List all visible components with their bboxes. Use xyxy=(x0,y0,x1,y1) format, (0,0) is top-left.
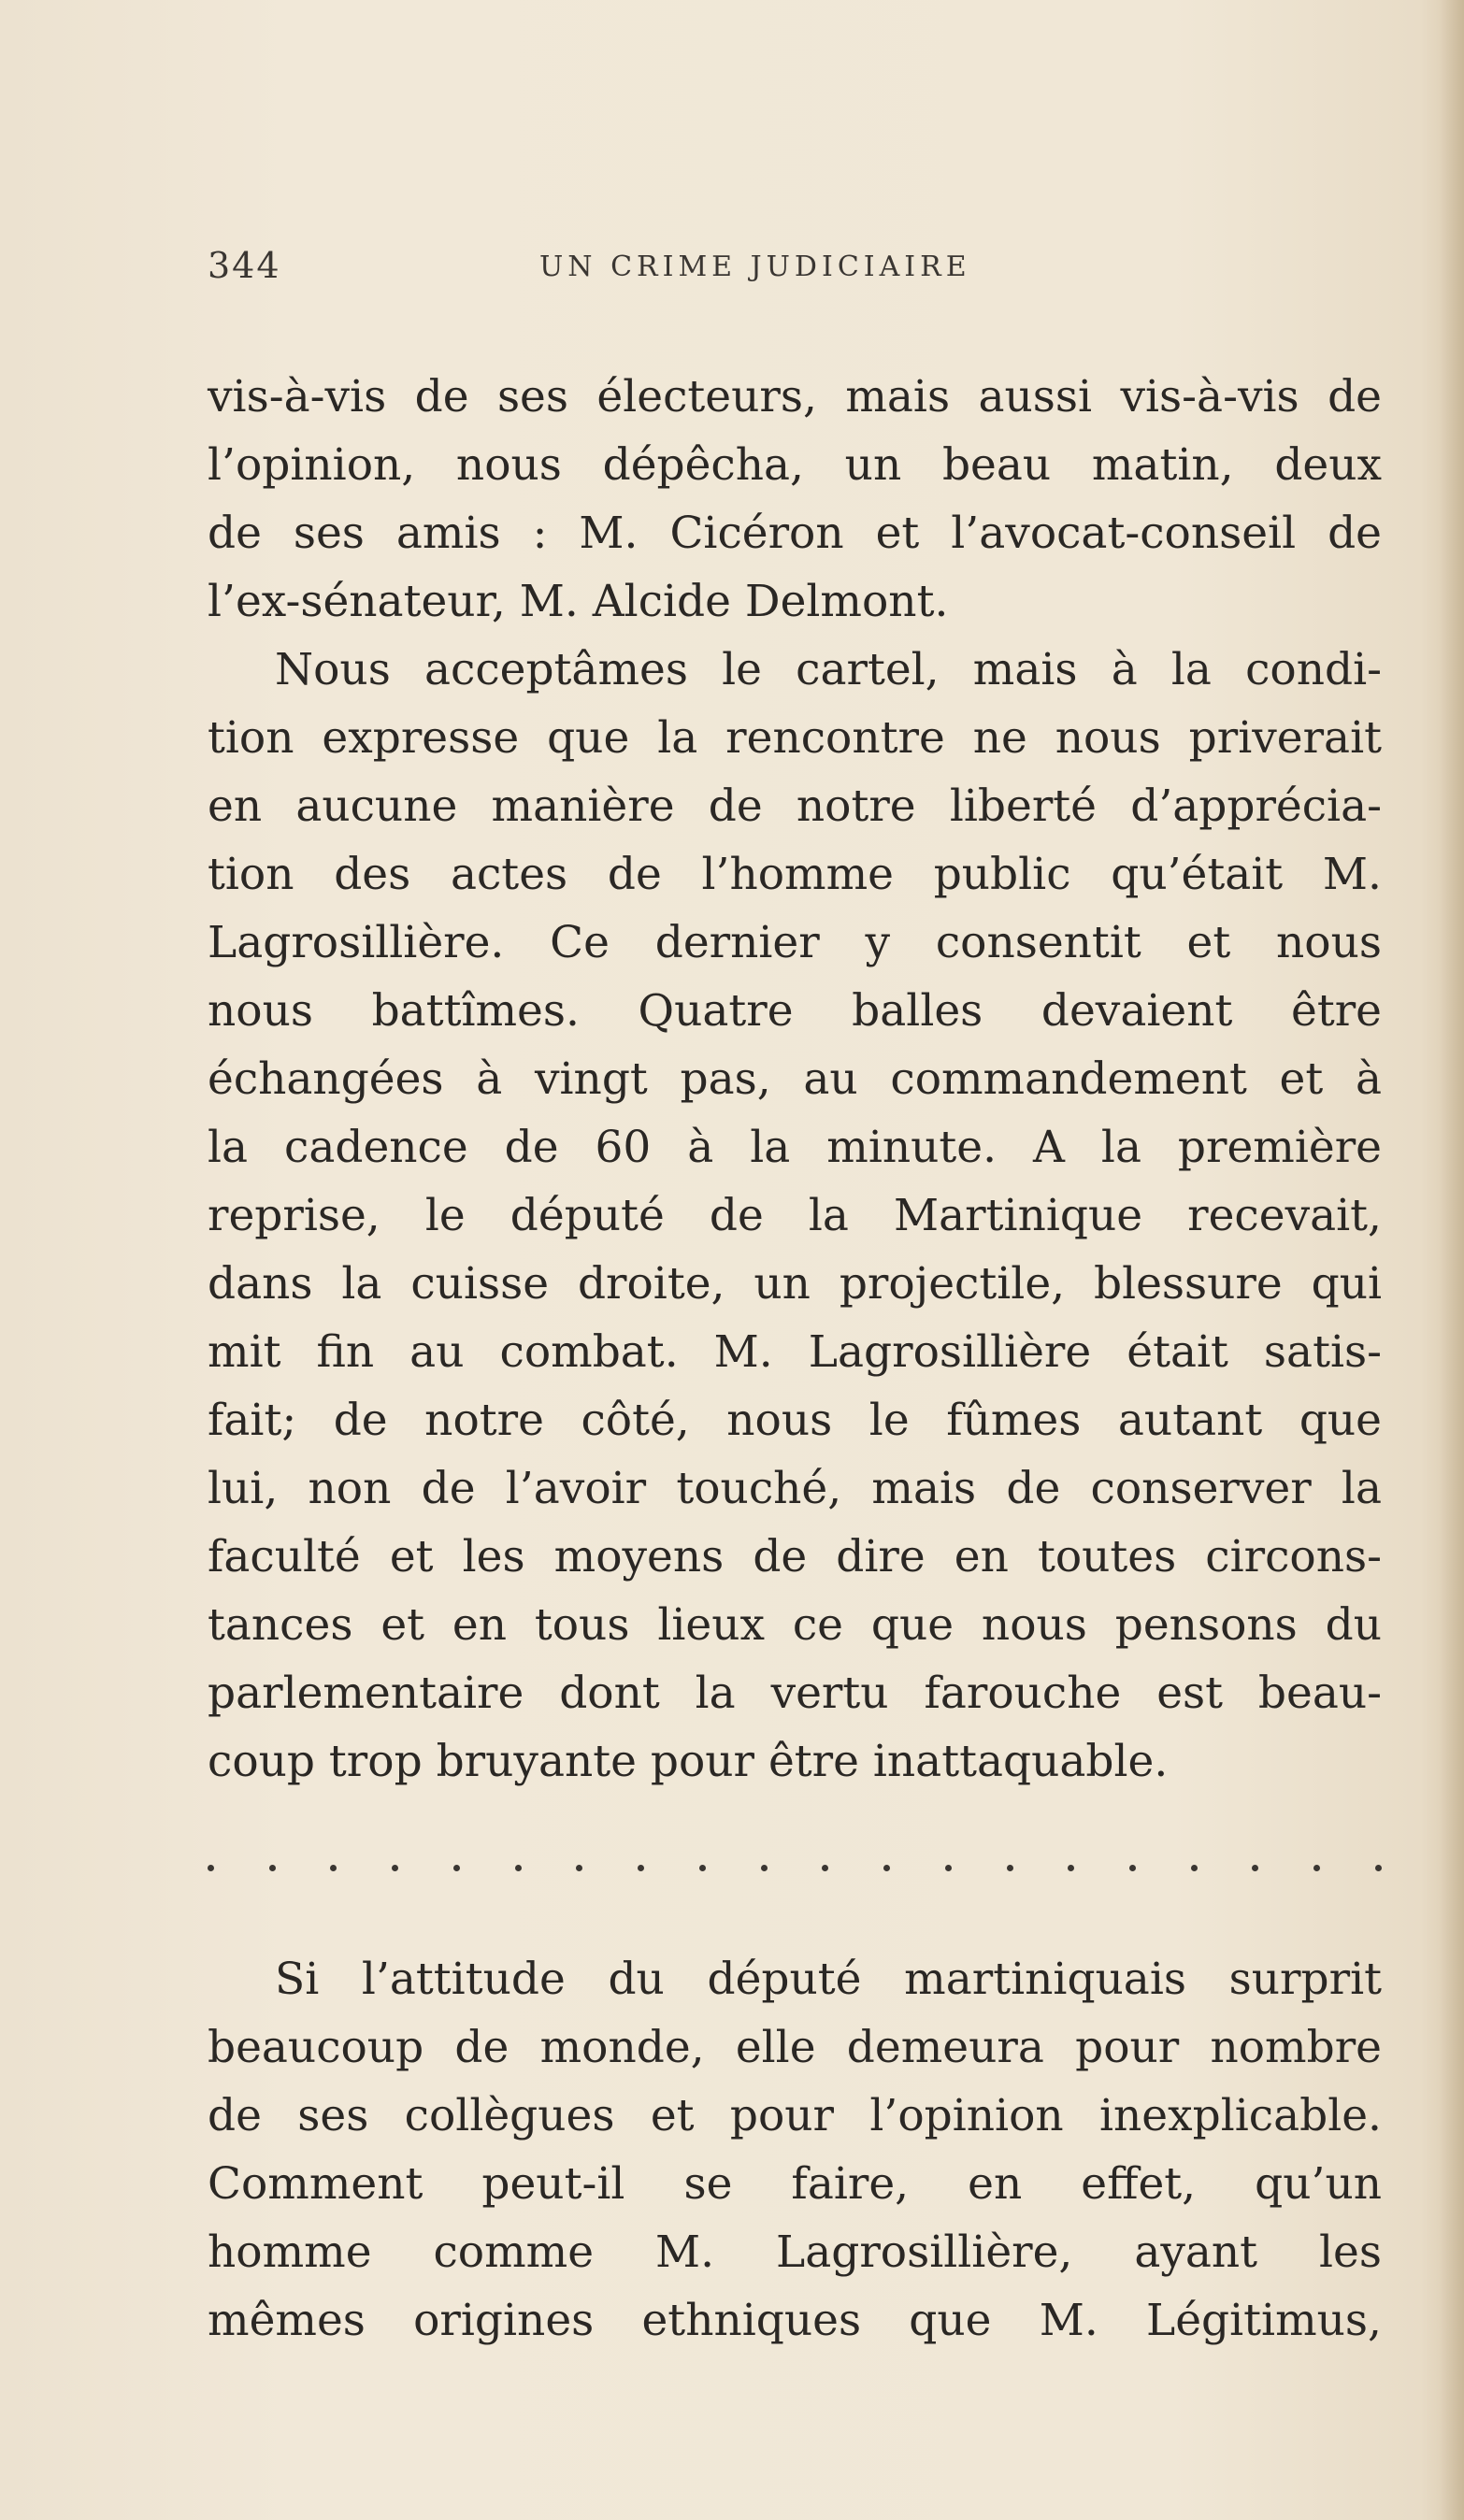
text-line: dans la cuisse droite, un projectile, blessure qui xyxy=(208,1258,1382,1310)
separator-dot xyxy=(1007,1865,1013,1871)
separator-dot xyxy=(515,1865,522,1871)
separator-dot xyxy=(269,1865,276,1871)
text-line: mêmes origines ethniques que M. Légitimus, xyxy=(208,2295,1382,2346)
text-line: reprise, le député de la Martinique recevait, xyxy=(208,1190,1382,1241)
separator-dot xyxy=(1129,1865,1136,1871)
page-edge-shadow xyxy=(1440,0,1464,2520)
text-line: la cadence de 60 à la minute. A la première xyxy=(208,1122,1382,1173)
text-line: parlementaire dont la vertu farouche est beau- xyxy=(208,1668,1382,1719)
separator-dot xyxy=(1313,1865,1320,1871)
text-line: tances et en tous lieux ce que nous pensons du xyxy=(208,1599,1382,1651)
separator-dot xyxy=(1375,1865,1382,1871)
body-text-top xyxy=(208,363,1382,1796)
separator-dot xyxy=(453,1865,460,1871)
separator-dot xyxy=(638,1865,644,1871)
separator-dot xyxy=(1068,1865,1074,1871)
text-line: tion des actes de l’homme public qu’était M. xyxy=(208,849,1382,900)
text-line: l’opinion, nous dépêcha, un beau matin, deux xyxy=(208,439,1382,491)
text-line: nous battîmes. Quatre balles devaient être xyxy=(208,985,1382,1037)
page-number: 344 xyxy=(208,245,281,286)
text-line: Comment peut-il se faire, en effet, qu’un xyxy=(208,2158,1382,2210)
separator-dot xyxy=(1191,1865,1198,1871)
text-line: en aucune manière de notre liberté d’apprécia- xyxy=(208,780,1382,832)
text-line: Nous acceptâmes le cartel, mais à la condi- xyxy=(275,644,1382,695)
text-line: l’ex-sénateur, M. Alcide Delmont. xyxy=(208,576,949,627)
text-line: Si l’attitude du député martiniquais surprit xyxy=(275,1954,1382,2005)
separator-dot xyxy=(1252,1865,1258,1871)
separator-dot xyxy=(699,1865,706,1871)
text-line: échangées à vingt pas, au commandement et à xyxy=(208,1053,1382,1105)
text-line: de ses amis : M. Cicéron et l’avocat-conseil de xyxy=(208,508,1382,559)
text-line: faculté et les moyens de dire en toutes circons- xyxy=(208,1531,1382,1582)
separator-dot xyxy=(883,1865,890,1871)
separator-dot xyxy=(822,1865,828,1871)
dotted-separator xyxy=(208,1840,1382,1896)
text-line: mit fin au combat. M. Lagrosillière était satis- xyxy=(208,1326,1382,1378)
text-line: fait; de notre côté, nous le fûmes autant que xyxy=(208,1395,1382,1446)
page-header xyxy=(208,245,1385,301)
text-line: coup trop bruyante pour être inattaquable. xyxy=(208,1736,1169,1787)
running-head: UN CRIME JUDICIAIRE xyxy=(539,251,971,283)
separator-dot xyxy=(392,1865,398,1871)
text-line: beaucoup de monde, elle demeura pour nombre xyxy=(208,2022,1382,2073)
text-line: de ses collègues et pour l’opinion inexplicable. xyxy=(208,2090,1382,2141)
body-text-bottom xyxy=(208,1945,1382,2355)
text-line: vis-à-vis de ses électeurs, mais aussi vis-à-vis de xyxy=(208,371,1382,422)
separator-dot xyxy=(330,1865,337,1871)
separator-dot xyxy=(761,1865,768,1871)
text-line: tion expresse que la rencontre ne nous priverait xyxy=(208,712,1382,764)
text-line: homme comme M. Lagrosillière, ayant les xyxy=(208,2226,1382,2278)
separator-dot xyxy=(208,1865,214,1871)
text-line: lui, non de l’avoir touché, mais de conserver la xyxy=(208,1463,1382,1514)
separator-dot xyxy=(945,1865,952,1871)
text-line: Lagrosillière. Ce dernier y consentit et nous xyxy=(208,917,1382,968)
separator-dot xyxy=(576,1865,582,1871)
